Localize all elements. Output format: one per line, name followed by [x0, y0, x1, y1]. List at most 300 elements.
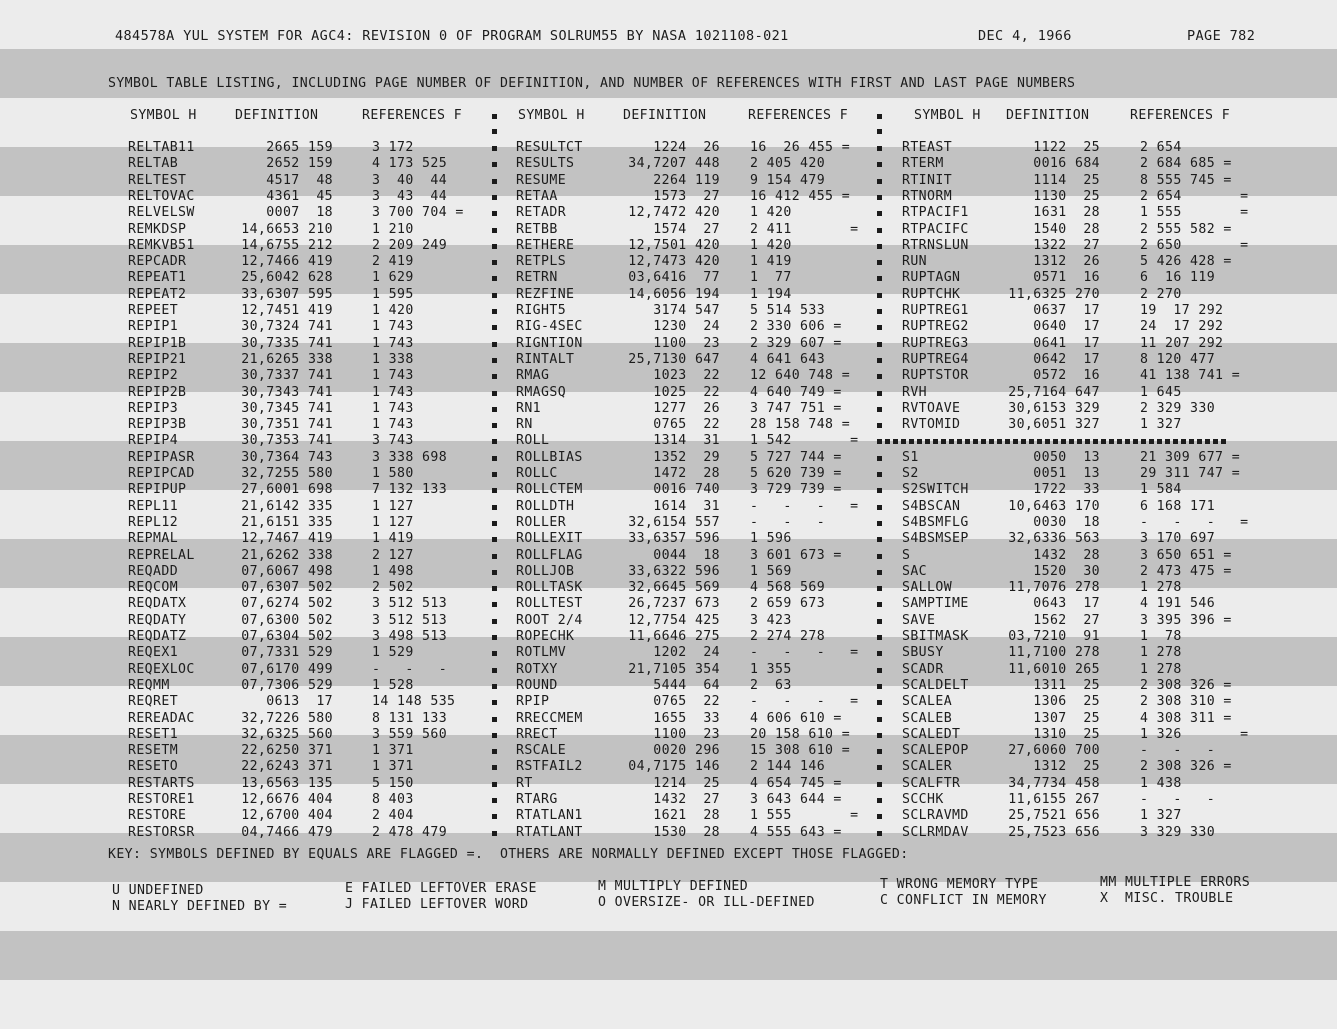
symbol-definition: 1023 22	[653, 368, 720, 384]
symbol-references: 28 158 748 =	[750, 417, 851, 433]
symbol-definition: 11,7100 278	[1008, 645, 1100, 661]
symbol-definition: 0030 18	[1033, 514, 1100, 530]
symbol-definition: 07,6304 502	[241, 629, 333, 644]
symbol-references: 2 63	[750, 677, 792, 693]
symbol-references: 1 555 =	[750, 808, 859, 824]
symbol-name: ROPECHK	[516, 629, 575, 644]
symbol-definition: 11,6646 275	[628, 629, 720, 644]
separator-mark	[492, 244, 497, 249]
symbol-definition: 1122 25	[1033, 140, 1100, 155]
symbol-references: 1 529	[372, 645, 414, 661]
symbol-name: ROLLBIAS	[516, 449, 583, 465]
symbol-definition: 1614 31	[653, 498, 720, 514]
symbol-references: 3 643 644 =	[750, 792, 842, 807]
symbol-references: - - - =	[750, 498, 859, 514]
col1-header-references: REFERENCES F	[362, 108, 463, 123]
separator-mark	[492, 505, 497, 510]
symbol-name: RUPTREG1	[902, 303, 969, 318]
symbol-references: 3 338 698	[372, 449, 448, 465]
separator-mark	[492, 570, 497, 575]
separator-mark	[877, 374, 882, 379]
symbol-definition: 1573 27	[653, 188, 720, 204]
symbol-definition: 27,6001 698	[241, 482, 333, 498]
symbol-references: 4 568 569	[750, 580, 826, 596]
symbol-name: SCALEDT	[902, 726, 961, 742]
separator-mark	[492, 211, 497, 216]
symbol-name: REQDATY	[128, 612, 187, 628]
symbol-references: - - - =	[1140, 514, 1249, 530]
symbol-definition: 1655 33	[653, 710, 720, 726]
symbol-name: S4BSMSEP	[902, 531, 969, 547]
separator-mark	[877, 228, 882, 233]
symbol-name: RTARG	[516, 792, 558, 807]
symbol-references: 1 371	[372, 759, 414, 775]
symbol-references: 29 311 747 =	[1140, 466, 1241, 481]
symbol-references: 3 601 673 =	[750, 547, 842, 563]
symbol-definition: 0640 17	[1033, 319, 1100, 335]
section-divider-mark	[1165, 439, 1170, 444]
separator-mark	[877, 423, 882, 428]
separator-mark	[492, 374, 497, 379]
symbol-references: 3 172	[372, 140, 414, 155]
symbol-references: - - - =	[750, 645, 859, 661]
symbol-definition: 27,6060 700	[1008, 743, 1100, 759]
symbol-definition: 5444 64	[653, 677, 720, 693]
symbol-name: SBUSY	[902, 645, 944, 661]
symbol-name: RN	[516, 417, 533, 433]
symbol-references: 1 355	[750, 661, 792, 677]
separator-mark	[492, 129, 497, 134]
symbol-name: RUN	[902, 254, 928, 270]
header-date: DEC 4, 1966	[978, 28, 1072, 44]
section-divider-mark	[989, 439, 994, 444]
symbol-definition: 1224 26	[653, 140, 720, 155]
symbol-references: 3 512 513	[372, 596, 448, 612]
symbol-name: RPIP	[516, 694, 550, 710]
separator-mark	[877, 211, 882, 216]
section-divider-mark	[1213, 439, 1218, 444]
symbol-name: ROTLMV	[516, 645, 567, 661]
separator-mark	[492, 114, 497, 119]
symbol-references: 1 127	[372, 514, 414, 530]
symbol-references: 1 327	[1140, 417, 1182, 433]
symbol-references: 1 210	[372, 221, 414, 237]
legend-c: C CONFLICT IN MEMORY	[880, 893, 1047, 908]
symbol-definition: 21,6142 335	[241, 498, 333, 514]
symbol-references: 15 308 610 =	[750, 743, 851, 759]
symbol-references: 2 478 479	[372, 824, 448, 840]
separator-mark	[492, 798, 497, 803]
section-divider-mark	[1013, 439, 1018, 444]
symbol-references: 8 403	[372, 792, 414, 807]
symbol-definition: 1322 27	[1033, 237, 1100, 253]
separator-mark	[492, 309, 497, 314]
symbol-name: REPIPASR	[128, 449, 195, 465]
separator-mark	[877, 456, 882, 461]
symbol-references: 2 405 420	[750, 156, 826, 172]
symbol-name: S4BSCAN	[902, 498, 961, 514]
symbol-references: 7 132 133	[372, 482, 448, 498]
symbol-name: SCLRMDAV	[902, 824, 969, 840]
symbol-definition: 2652 159	[266, 156, 333, 172]
symbol-references: 9 154 479	[750, 172, 826, 188]
symbol-name: RESTORSR	[128, 824, 195, 840]
symbol-references: 2 127	[372, 547, 414, 563]
symbol-name: REPMAL	[128, 531, 179, 547]
symbol-definition: 12,6676 404	[241, 792, 333, 807]
symbol-references: 2 419	[372, 254, 414, 270]
symbol-definition: 07,6307 502	[241, 580, 333, 596]
symbol-references: 2 209 249	[372, 237, 448, 253]
symbol-definition: 32,6336 563	[1008, 531, 1100, 547]
symbol-references: 2 650 =	[1140, 237, 1249, 253]
symbol-definition: 34,7207 448	[628, 156, 720, 172]
symbol-references: 1 371	[372, 743, 414, 759]
separator-mark	[492, 733, 497, 738]
symbol-references: 14 148 535	[372, 694, 456, 710]
section-divider-mark	[1029, 439, 1034, 444]
symbol-references: 4 555 643 =	[750, 824, 842, 840]
separator-mark	[877, 195, 882, 200]
symbol-references: 3 700 704 =	[372, 205, 464, 221]
section-divider-mark	[1133, 439, 1138, 444]
symbol-definition: 12,7451 419	[241, 303, 333, 318]
symbol-name: RTPACIF1	[902, 205, 969, 221]
symbol-references: 4 641 643	[750, 351, 826, 367]
symbol-definition: 0641 17	[1033, 335, 1100, 351]
symbol-references: 2 144 146	[750, 759, 826, 775]
symbol-references: 1 78	[1140, 629, 1182, 644]
symbol-references: 1 580	[372, 466, 414, 481]
separator-mark	[492, 831, 497, 836]
section-divider-mark	[1053, 439, 1058, 444]
symbol-name: RT	[516, 775, 533, 791]
separator-mark	[492, 814, 497, 819]
symbol-definition: 12,7466 419	[241, 254, 333, 270]
symbol-name: REPEAT2	[128, 286, 187, 302]
symbol-definition: 26,7237 673	[628, 596, 720, 612]
symbol-references: 1 420	[372, 303, 414, 318]
symbol-name: REPEAT1	[128, 270, 187, 286]
separator-mark	[877, 114, 882, 119]
symbol-name: REPIP4	[128, 433, 179, 449]
symbol-name: SCCHK	[902, 792, 944, 807]
symbol-name: SCALEA	[902, 694, 953, 710]
section-divider-mark	[1149, 439, 1154, 444]
symbol-name: ROLLER	[516, 514, 567, 530]
symbol-references: 2 411 =	[750, 221, 859, 237]
symbol-name: ROLLTASK	[516, 580, 583, 596]
symbol-definition: 14,6755 212	[241, 237, 333, 253]
symbol-name: RMAGSQ	[516, 384, 567, 400]
separator-mark	[877, 602, 882, 607]
section-divider-mark	[1189, 439, 1194, 444]
symbol-definition: 0613 17	[266, 694, 333, 710]
symbol-references: 12 640 748 =	[750, 368, 851, 384]
symbol-references: 2 308 310 =	[1140, 694, 1232, 710]
section-divider-mark	[1061, 439, 1066, 444]
symbol-references: 1 419	[750, 254, 792, 270]
separator-mark	[492, 358, 497, 363]
symbol-definition: 0050 13	[1033, 449, 1100, 465]
col2-header-definition: DEFINITION	[623, 108, 707, 123]
separator-mark	[492, 228, 497, 233]
symbol-references: 3 498 513	[372, 629, 448, 644]
symbol-definition: 1530 28	[653, 824, 720, 840]
symbol-name: RN1	[516, 400, 542, 416]
separator-mark	[492, 554, 497, 559]
symbol-references: 1 528	[372, 677, 414, 693]
symbol-name: RELTAB	[128, 156, 179, 172]
symbol-definition: 1432 27	[653, 792, 720, 807]
symbol-name: RVH	[902, 384, 928, 400]
separator-mark	[492, 765, 497, 770]
symbol-references: 2 329 330	[1140, 400, 1216, 416]
separator-mark	[877, 651, 882, 656]
symbol-name: RUPTREG4	[902, 351, 969, 367]
section-divider-mark	[1141, 439, 1146, 444]
symbol-name: ROLLFLAG	[516, 547, 583, 563]
section-divider-mark	[1021, 439, 1026, 444]
separator-mark	[877, 293, 882, 298]
symbol-name: ROLLDTH	[516, 498, 575, 514]
legend-u: U UNDEFINED	[112, 883, 204, 898]
symbol-name: ROLLEXIT	[516, 531, 583, 547]
symbol-name: S4BSMFLG	[902, 514, 969, 530]
symbol-name: SCADR	[902, 661, 944, 677]
separator-mark	[492, 162, 497, 167]
symbol-definition: 0007 18	[266, 205, 333, 221]
legend-x: X MISC. TROUBLE	[1100, 891, 1234, 906]
symbol-definition: 1562 27	[1033, 612, 1100, 628]
symbol-name: ROTXY	[516, 661, 558, 677]
symbol-definition: 10,6463 170	[1008, 498, 1100, 514]
symbol-name: RETPLS	[516, 254, 567, 270]
symbol-name: S	[902, 547, 911, 563]
symbol-name: REQDATX	[128, 596, 187, 612]
symbol-definition: 25,7523 656	[1008, 824, 1100, 840]
separator-mark	[877, 700, 882, 705]
separator-mark	[877, 179, 882, 184]
symbol-references: 3 747 751 =	[750, 400, 842, 416]
symbol-references: 16 412 455 =	[750, 188, 851, 204]
separator-mark	[492, 456, 497, 461]
symbol-name: RTERM	[902, 156, 944, 172]
symbol-name: RESET1	[128, 726, 179, 742]
separator-mark	[877, 619, 882, 624]
symbol-name: ROLLJOB	[516, 563, 575, 579]
symbol-references: - - - =	[750, 694, 859, 710]
section-divider-mark	[1037, 439, 1042, 444]
separator-mark	[492, 472, 497, 477]
separator-mark	[492, 521, 497, 526]
symbol-definition: 33,6357 596	[628, 531, 720, 547]
symbol-definition: 03,6416 77	[628, 270, 720, 286]
separator-mark	[877, 358, 882, 363]
symbol-references: 1 595	[372, 286, 414, 302]
legend-e: E FAILED LEFTOVER ERASE	[345, 881, 537, 896]
symbol-name: REPIPCAD	[128, 466, 195, 481]
symbol-references: 3 395 396 =	[1140, 612, 1232, 628]
symbol-definition: 12,7472 420	[628, 205, 720, 221]
key-line: KEY: SYMBOLS DEFINED BY EQUALS ARE FLAGGED =. OTHERS ARE NORMALLY DEFINED EXCEPT THOSE FLAGGED:	[108, 847, 909, 862]
separator-mark	[492, 325, 497, 330]
separator-mark	[492, 782, 497, 787]
symbol-name: REPCADR	[128, 254, 187, 270]
symbol-definition: 0765 22	[653, 417, 720, 433]
symbol-name: REREADAC	[128, 710, 195, 726]
symbol-name: RTPACIFC	[902, 221, 969, 237]
symbol-definition: 1472 28	[653, 466, 720, 481]
separator-mark	[492, 635, 497, 640]
symbol-references: 2 473 475 =	[1140, 563, 1232, 579]
symbol-references: 1 569	[750, 563, 792, 579]
symbol-name: RETRN	[516, 270, 558, 286]
symbol-name: RESUME	[516, 172, 567, 188]
symbol-definition: 32,6154 557	[628, 514, 720, 530]
section-divider-mark	[1157, 439, 1162, 444]
separator-mark	[877, 831, 882, 836]
separator-mark	[877, 260, 882, 265]
symbol-definition: 14,6056 194	[628, 286, 720, 302]
symbol-definition: 1130 25	[1033, 188, 1100, 204]
symbol-definition: 1277 26	[653, 400, 720, 416]
symbol-name: RTEAST	[902, 140, 953, 155]
symbol-name: SALLOW	[902, 580, 953, 596]
separator-mark	[877, 407, 882, 412]
symbol-name: RELTEST	[128, 172, 187, 188]
symbol-definition: 0637 17	[1033, 303, 1100, 318]
section-divider-mark	[925, 439, 930, 444]
symbol-definition: 07,6300 502	[241, 612, 333, 628]
section-divider-mark	[933, 439, 938, 444]
symbol-definition: 07,7306 529	[241, 677, 333, 693]
symbol-name: SCALFTR	[902, 775, 961, 791]
symbol-name: REQEXLOC	[128, 661, 195, 677]
symbol-name: ROOT 2/4	[516, 612, 583, 628]
symbol-references: 5 426 428 =	[1140, 254, 1232, 270]
listing-subtitle: SYMBOL TABLE LISTING, INCLUDING PAGE NUMBER OF DEFINITION, AND NUMBER OF REFERENCES WITH FIRST AND LAST PAGE NUMBERS	[108, 76, 1076, 91]
section-divider-mark	[1221, 439, 1226, 444]
symbol-references: 4 606 610 =	[750, 710, 842, 726]
section-divider-mark	[957, 439, 962, 444]
separator-mark	[492, 407, 497, 412]
symbol-definition: 30,7335 741	[241, 335, 333, 351]
symbol-name: RRECCMEM	[516, 710, 583, 726]
symbol-definition: 04,7175 146	[628, 759, 720, 775]
symbol-definition: 21,7105 354	[628, 661, 720, 677]
col1-header-definition: DEFINITION	[235, 108, 319, 123]
symbol-definition: 1312 25	[1033, 759, 1100, 775]
symbol-definition: 07,6170 499	[241, 661, 333, 677]
symbol-references: 3 512 513	[372, 612, 448, 628]
symbol-name: RUPTCHK	[902, 286, 961, 302]
symbol-definition: 2264 119	[653, 172, 720, 188]
symbol-name: REPIP1	[128, 319, 179, 335]
symbol-references: 11 207 292	[1140, 335, 1224, 351]
legend-j: J FAILED LEFTOVER WORD	[345, 897, 529, 912]
separator-mark	[492, 684, 497, 689]
symbol-references: 1 438	[1140, 775, 1182, 791]
section-divider-mark	[1109, 439, 1114, 444]
symbol-name: RESTORE1	[128, 792, 195, 807]
symbol-definition: 1202 24	[653, 645, 720, 661]
separator-mark	[492, 179, 497, 184]
symbol-name: SAVE	[902, 612, 936, 628]
separator-mark	[492, 276, 497, 281]
symbol-definition: 25,7130 647	[628, 351, 720, 367]
legend-n: N NEARLY DEFINED BY =	[112, 899, 288, 914]
symbol-name: RTRNSLUN	[902, 237, 969, 253]
col3-header-references: REFERENCES F	[1130, 108, 1231, 123]
symbol-references: 8 555 745 =	[1140, 172, 1232, 188]
symbol-references: 8 120 477	[1140, 351, 1216, 367]
symbol-name: SCLRAVMD	[902, 808, 969, 824]
symbol-references: 1 743	[372, 417, 414, 433]
symbol-references: - - -	[1140, 743, 1216, 759]
symbol-definition: 30,7364 743	[241, 449, 333, 465]
section-divider-mark	[885, 439, 890, 444]
separator-mark	[877, 586, 882, 591]
section-divider-mark	[965, 439, 970, 444]
symbol-definition: 1432 28	[1033, 547, 1100, 563]
section-divider-mark	[877, 439, 882, 444]
symbol-definition: 2665 159	[266, 140, 333, 155]
symbol-name: RETAA	[516, 188, 558, 204]
symbol-references: - - -	[372, 661, 448, 677]
symbol-definition: 12,7467 419	[241, 531, 333, 547]
symbol-definition: 0642 17	[1033, 351, 1100, 367]
symbol-references: 1 743	[372, 400, 414, 416]
symbol-references: 6 16 119	[1140, 270, 1216, 286]
symbol-definition: 30,6153 329	[1008, 400, 1100, 416]
symbol-definition: 1214 25	[653, 775, 720, 791]
separator-mark	[492, 717, 497, 722]
symbol-name: RESULTS	[516, 156, 575, 172]
symbol-definition: 1722 33	[1033, 482, 1100, 498]
symbol-references: 1 498	[372, 563, 414, 579]
separator-mark	[877, 162, 882, 167]
symbol-definition: 12,7501 420	[628, 237, 720, 253]
symbol-references: 1 278	[1140, 661, 1182, 677]
symbol-references: 3 729 739 =	[750, 482, 842, 498]
symbol-definition: 1114 25	[1033, 172, 1100, 188]
symbol-definition: 22,6250 371	[241, 743, 333, 759]
symbol-name: RTATLAN1	[516, 808, 583, 824]
separator-mark	[492, 749, 497, 754]
symbol-references: 4 173 525	[372, 156, 448, 172]
symbol-references: 4 191 546	[1140, 596, 1216, 612]
symbol-definition: 25,7521 656	[1008, 808, 1100, 824]
symbol-references: 4 308 311 =	[1140, 710, 1232, 726]
symbol-name: RELTOVAC	[128, 188, 195, 204]
symbol-name: REPIP3	[128, 400, 179, 416]
symbol-references: 5 620 739 =	[750, 466, 842, 481]
symbol-name: RESULTCT	[516, 140, 583, 155]
separator-mark	[877, 325, 882, 330]
symbol-references: 3 43 44	[372, 188, 448, 204]
separator-mark	[492, 700, 497, 705]
col3-header-definition: DEFINITION	[1006, 108, 1090, 123]
symbol-name: REMKDSP	[128, 221, 187, 237]
symbol-references: 1 743	[372, 384, 414, 400]
symbol-name: RELVELSW	[128, 205, 195, 221]
symbol-references: 21 309 677 =	[1140, 449, 1241, 465]
section-divider-mark	[1197, 439, 1202, 444]
section-divider-mark	[1069, 439, 1074, 444]
symbol-references: 1 327	[1140, 808, 1182, 824]
symbol-name: REPL12	[128, 514, 179, 530]
